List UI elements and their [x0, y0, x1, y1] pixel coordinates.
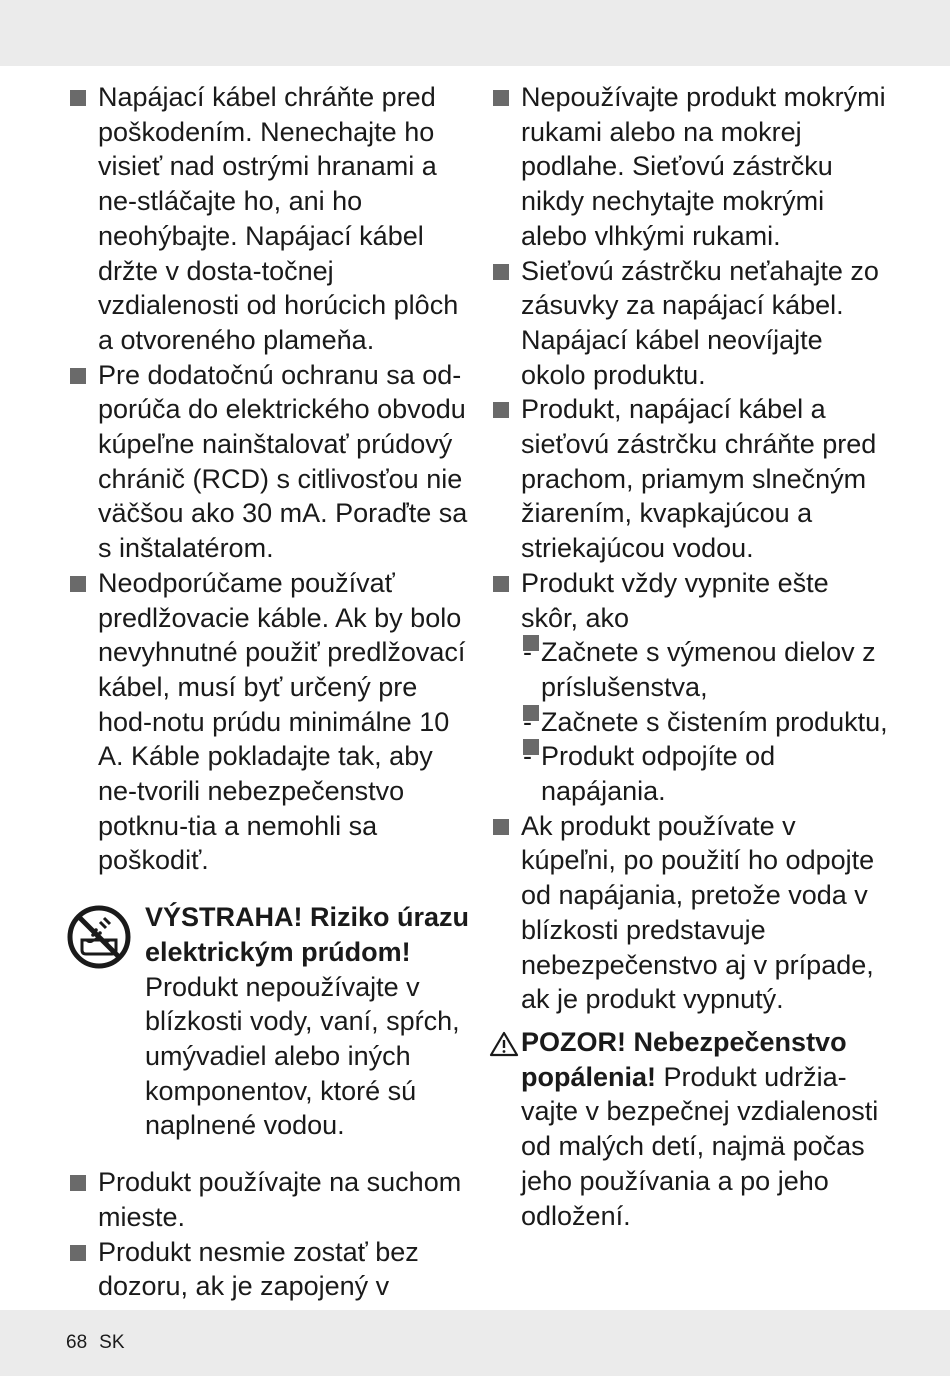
- footer: [66, 1332, 137, 1354]
- switch-off-text: Produkt vždy vypnite ešte skôr, ako: [521, 567, 829, 633]
- list-item: Produkt nesmie zostať bez dozoru, ak je zapojený v: [70, 1235, 470, 1339]
- page-number: 68: [66, 1332, 88, 1353]
- right-column: [493, 80, 893, 1233]
- list-item: Produkt, napájací kábel a sieťovú zástrčku chráňte pred prachom, priamym slnečným žiarením, kvapkajúcou a striekajúcou vodou.: [493, 392, 893, 566]
- left-column: [70, 80, 470, 1339]
- list-item: Produkt používajte na suchom mieste.: [70, 1165, 470, 1234]
- sub-list-item: - Začnete s výmenou dielov z príslušenstva,: [521, 635, 893, 704]
- footer-band: [0, 1310, 950, 1376]
- warning-text: Produkt nepoužívajte v blízkosti vody, vaní, spŕch, umývadiel alebo iných komponentov, ktoré sú naplnené vodou.: [145, 971, 460, 1141]
- caution-title: POZOR! Nebezpečenstvo popálenia!: [521, 1026, 847, 1092]
- list-item: Neodporúčame používať predlžovacie káble. Ak by bolo nevyhnutné použiť predlžovací kábel, musí byť určený pre hod-notu prúdu minimálne 10 A. Káble pokladajte tak, aby ne-tvorili nebezpečenstvo potknu-tia a nemohli sa poškodiť.: [70, 566, 470, 878]
- caution-text: Produkt udržia-vajte v bezpečnej vzdialenosti od malých detí, najmä počas jeho používania a po jeho odložení.: [521, 1061, 879, 1231]
- sub-list-item: - Začnete s čistením produktu,: [521, 705, 893, 740]
- header-band: [0, 0, 950, 66]
- list-item: Sieťovú zástrčku neťahajte zo zásuvky za napájací kábel. Napájací kábel neovíjajte okolo produktu.: [493, 254, 893, 393]
- language-code: SK: [99, 1332, 125, 1353]
- list-item: Nepoužívajte produkt mokrými rukami alebo na mokrej podlahe. Sieťovú zástrčku nikdy nechytajte mokrými alebo vlhkými rukami.: [493, 80, 893, 254]
- list-item: Ak produkt používate v kúpeľni, po použití ho odpojte od napájania, pretože voda v blízkosti predstavuje nebezpečenstvo aj v prípade, ak je produkt vypnutý.: [493, 809, 893, 1017]
- safety-list-right: [493, 80, 893, 1017]
- warning-title: VÝSTRAHA! Riziko úrazu elektrickým prúdom!: [145, 902, 470, 967]
- list-item: Napájací kábel chráňte pred poškodením. Nenechajte ho visieť nad ostrými hranami a ne-stláčajte ho, ani ho neohýbajte. Napájací kábel držte v dosta-točnej vzdialenosti od horúcich plôch a otvoreného plameňa.: [70, 80, 470, 358]
- electric-shock-warning: [70, 900, 470, 1143]
- list-item: Pre dodatočnú ochranu sa od-porúča do elektrického obvodu kúpeľne nainštalovať prúdový chránič (RCD) s citlivosťou nie väčšou ako 30 mA. Poraďte sa s inštalatérom.: [70, 358, 470, 566]
- no-bath-shower-icon: [66, 904, 132, 970]
- sub-list-item: - Produkt odpojíte od napájania.: [521, 739, 893, 808]
- burn-caution: [493, 1025, 893, 1233]
- safety-list-top: [70, 80, 470, 878]
- list-item: [493, 566, 893, 809]
- switch-off-subitems: [521, 635, 893, 809]
- warning-triangle-icon: [489, 1031, 519, 1057]
